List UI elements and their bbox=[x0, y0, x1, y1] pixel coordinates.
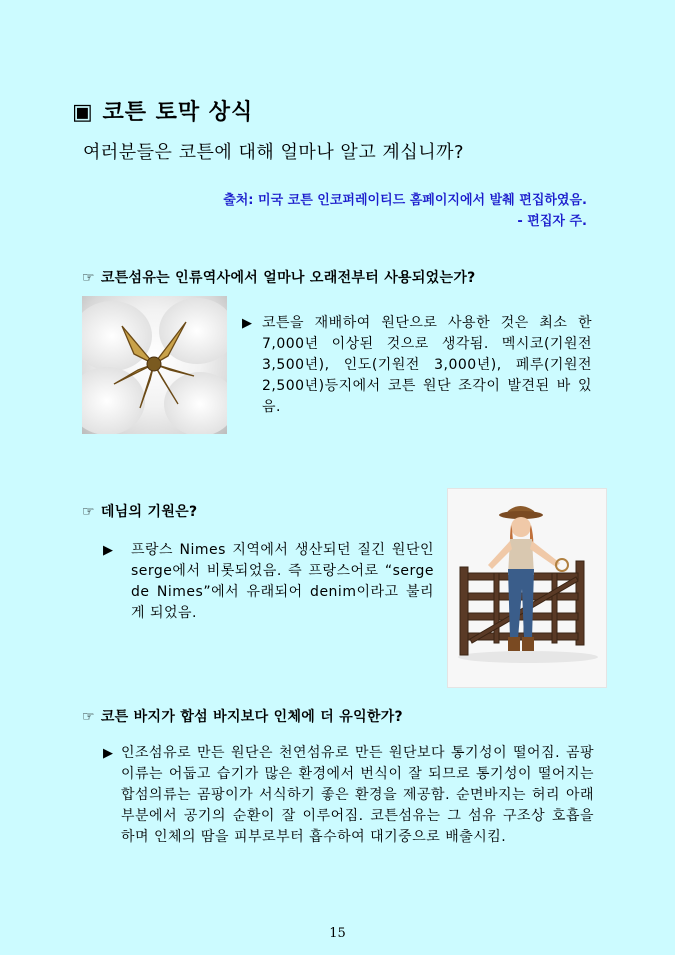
pointing-hand-icon: ☞ bbox=[82, 709, 95, 725]
page-subtitle: 여러분들은 코튼에 대해 얼마나 알고 계십니까? bbox=[83, 142, 465, 163]
source-note bbox=[223, 190, 587, 232]
question-3-text: 코튼 바지가 합섬 바지보다 인체에 더 유익한가? bbox=[100, 709, 403, 725]
page-number: 15 bbox=[329, 926, 346, 941]
triangle-bullet-icon: ▶ bbox=[103, 746, 114, 761]
cotton-boll-photo bbox=[82, 296, 227, 434]
answer-2 bbox=[103, 540, 434, 624]
answer-3 bbox=[103, 743, 594, 848]
answer-3-text: 인조섬유로 만든 원단은 천연섬유로 만든 원단보다 통기성이 떨어짐. 곰팡이류는 어둡고 습기가 많은 환경에서 번식이 잘 되므로 통기성이 떨어지는 합섬의류는 곰팡이가 서식하기 좋은 환경을 제공함. 순면바지는 허리 아래 부분에서 공기의 순환이 잘 이루어짐. 코튼섬유는 그 섬유 구조상 호흡을 하며 인체의 땀을 피부로부터 흡수하여 대기중으로 배출시킴. bbox=[121, 745, 594, 845]
source-line-2: - 편집자 주. bbox=[517, 214, 587, 229]
pointing-hand-icon: ☞ bbox=[82, 270, 95, 286]
answer-1-text: 코튼을 재배하여 원단으로 사용한 것은 최소 한 7,000년 이상된 것으로 생각됨. 멕시코(기원전 3,500년), 인도(기원전 3,000년), 페루(기원전 2,500년)등지에서 코튼 원단 조각이 발견된 바 있음. bbox=[262, 315, 592, 415]
question-1-text: 코튼섬유는 인류역사에서 얼마나 오래전부터 사용되었는가? bbox=[100, 270, 476, 286]
question-2 bbox=[82, 501, 197, 521]
triangle-bullet-icon: ▶ bbox=[242, 316, 253, 331]
page-title: ▣ 코튼 토막 상식 bbox=[72, 100, 254, 125]
question-2-text: 데님의 기원은? bbox=[100, 504, 198, 520]
pointing-hand-icon: ☞ bbox=[82, 504, 95, 520]
triangle-bullet-icon: ▶ bbox=[103, 543, 114, 558]
question-3 bbox=[82, 706, 403, 726]
answer-2-text: 프랑스 Nimes 지역에서 생산되던 질긴 원단인 serge에서 비롯되었음. 즉 프랑스어로 “serge de Nimes”에서 유래되어 denim이라고 불리게 되었음. bbox=[131, 542, 434, 621]
cowgirl-fence-photo bbox=[447, 488, 607, 688]
answer-1 bbox=[242, 313, 592, 418]
question-1 bbox=[82, 267, 476, 287]
source-line-1: 출처: 미국 코튼 인코퍼레이티드 홈페이지에서 발췌 편집하였음. bbox=[223, 193, 587, 208]
